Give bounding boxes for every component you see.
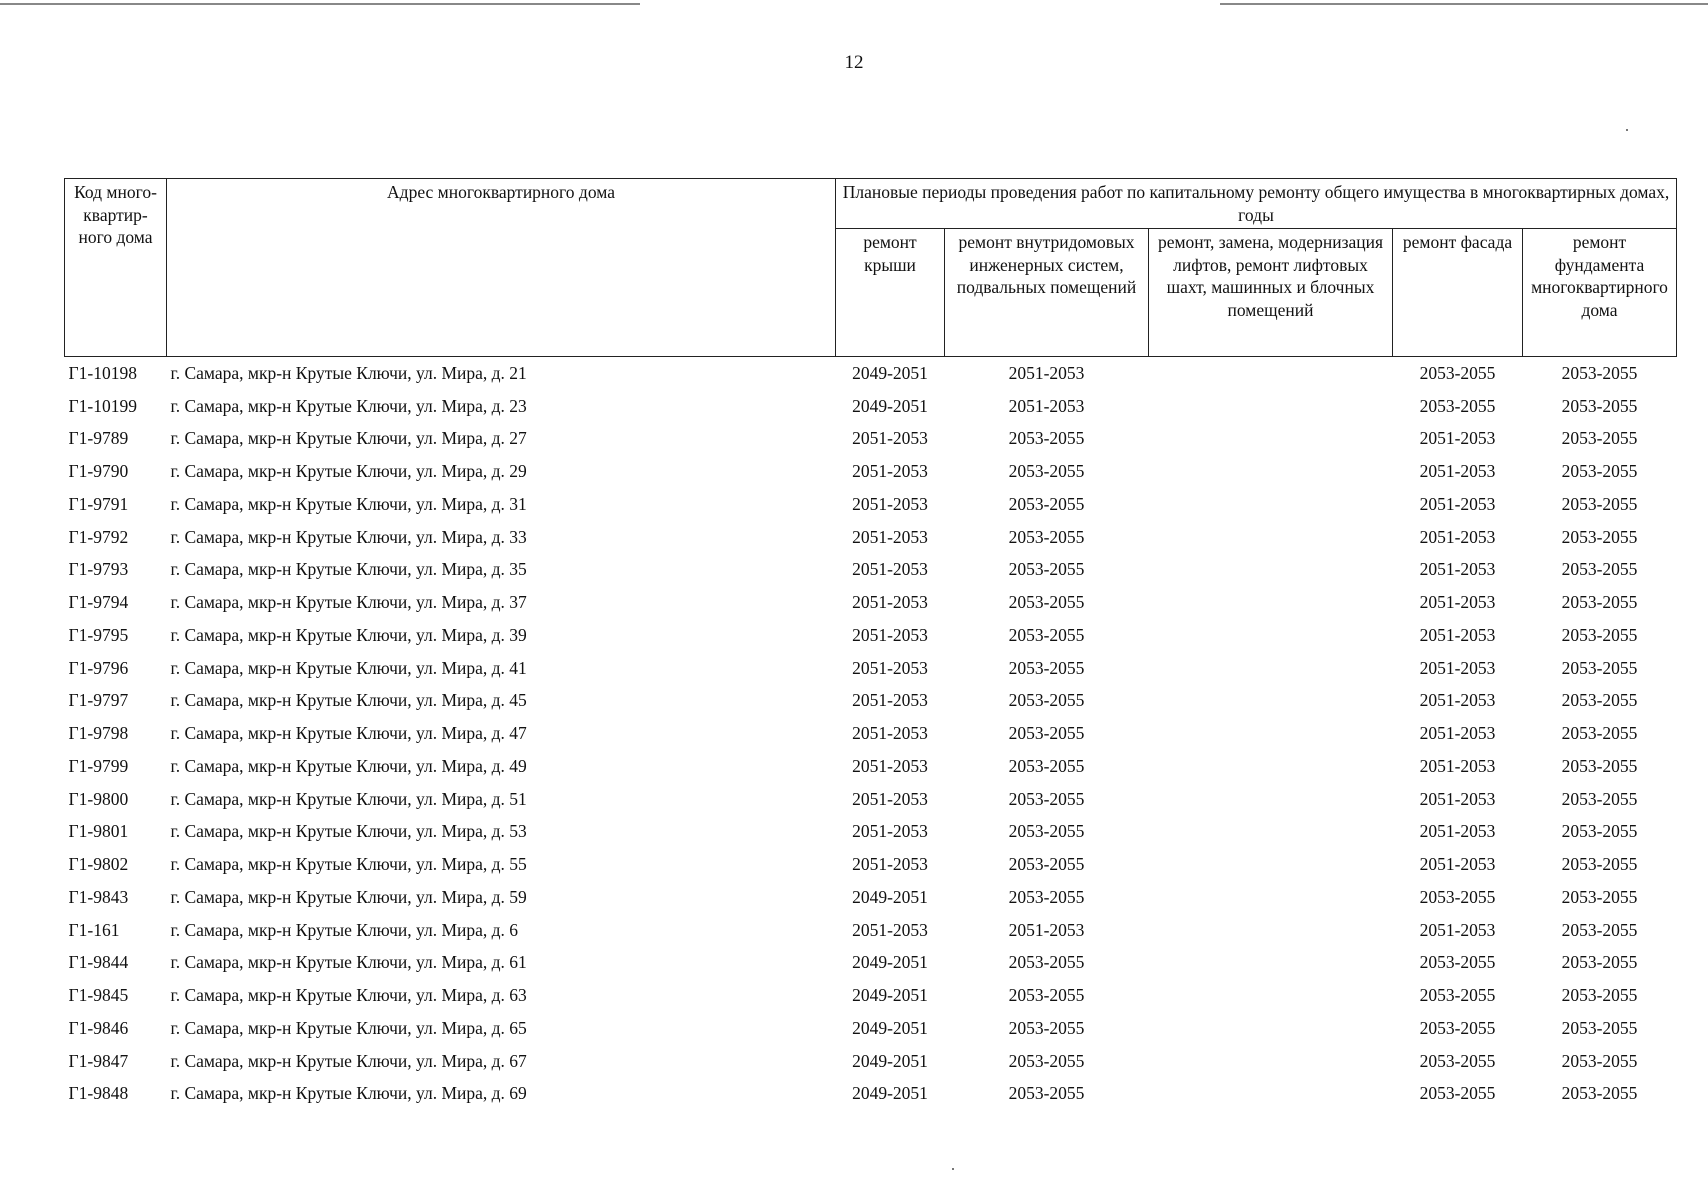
cell-systems-repair: 2051-2053	[1008, 395, 1085, 416]
cell-code: Г1-9801	[68, 821, 129, 842]
header-code: Код много-квартир-ного дома	[65, 179, 167, 357]
cell-address: г. Самара, мкр-н Крутые Ключи, ул. Мира, д. 33	[170, 526, 527, 547]
cell-address: г. Самара, мкр-н Крутые Ключи, ул. Мира, д. 49	[170, 755, 527, 776]
cell-code: Г1-9845	[68, 985, 129, 1006]
cell-code: Г1-9795	[68, 624, 129, 645]
cell-code: Г1-9798	[68, 723, 129, 744]
table-row	[65, 423, 1677, 456]
header-address: Адрес многоквартирного дома	[167, 179, 836, 357]
scan-top-edge-left	[0, 3, 640, 5]
cell-foundation-repair: 2053-2055	[1561, 1083, 1638, 1104]
cell-systems-repair: 2053-2055	[1008, 657, 1085, 678]
cell-code: Г1-9797	[68, 690, 129, 711]
cell-lift-repair	[1149, 816, 1393, 849]
cell-roof-repair: 2051-2053	[852, 788, 928, 809]
cell-systems-repair: 2053-2055	[1008, 461, 1085, 482]
document-table-wrapper	[64, 178, 1676, 1110]
cell-address: г. Самара, мкр-н Крутые Ключи, ул. Мира, д. 67	[170, 1050, 527, 1071]
table-row	[65, 1012, 1677, 1045]
cell-foundation-repair: 2053-2055	[1561, 526, 1638, 547]
cell-foundation-repair: 2053-2055	[1561, 395, 1638, 416]
cell-lift-repair	[1149, 521, 1393, 554]
cell-systems-repair: 2053-2055	[1008, 755, 1085, 776]
cell-address: г. Самара, мкр-н Крутые Ключи, ул. Мира, д. 6	[170, 919, 519, 940]
cell-facade-repair: 2051-2053	[1419, 592, 1496, 613]
scan-speck	[1626, 129, 1628, 131]
cell-foundation-repair: 2053-2055	[1561, 886, 1638, 907]
cell-foundation-repair: 2053-2055	[1561, 428, 1638, 449]
scan-speck	[952, 1168, 954, 1170]
cell-address: г. Самара, мкр-н Крутые Ключи, ул. Мира, д. 39	[170, 624, 527, 645]
cell-systems-repair: 2053-2055	[1008, 559, 1085, 580]
cell-code: Г1-9799	[68, 755, 129, 776]
cell-facade-repair: 2053-2055	[1419, 1083, 1496, 1104]
cell-foundation-repair: 2053-2055	[1561, 1017, 1638, 1038]
cell-roof-repair: 2051-2053	[852, 690, 928, 711]
cell-systems-repair: 2053-2055	[1008, 723, 1085, 744]
cell-lift-repair	[1149, 848, 1393, 881]
cell-roof-repair: 2051-2053	[852, 592, 928, 613]
table-row	[65, 455, 1677, 488]
cell-foundation-repair: 2053-2055	[1561, 788, 1638, 809]
header-facade-repair: ремонт фасада	[1393, 229, 1523, 357]
header-roof-repair: ремонт крыши	[836, 229, 945, 357]
table-row	[65, 685, 1677, 718]
table-row	[65, 521, 1677, 554]
table-row	[65, 750, 1677, 783]
table-row	[65, 1078, 1677, 1111]
cell-facade-repair: 2051-2053	[1419, 854, 1496, 875]
cell-code: Г1-10198	[68, 362, 137, 383]
cell-roof-repair: 2049-2051	[852, 1083, 928, 1104]
cell-systems-repair: 2053-2055	[1008, 1050, 1085, 1071]
cell-lift-repair	[1149, 914, 1393, 947]
cell-code: Г1-9792	[68, 526, 129, 547]
cell-foundation-repair: 2053-2055	[1561, 821, 1638, 842]
table-row	[65, 848, 1677, 881]
cell-address: г. Самара, мкр-н Крутые Ключи, ул. Мира, д. 45	[170, 690, 527, 711]
table-body	[65, 357, 1677, 1111]
cell-lift-repair	[1149, 750, 1393, 783]
cell-roof-repair: 2051-2053	[852, 493, 928, 514]
cell-facade-repair: 2051-2053	[1419, 493, 1496, 514]
table-row	[65, 619, 1677, 652]
cell-systems-repair: 2053-2055	[1008, 690, 1085, 711]
cell-roof-repair: 2049-2051	[852, 395, 928, 416]
cell-foundation-repair: 2053-2055	[1561, 919, 1638, 940]
cell-foundation-repair: 2053-2055	[1561, 1050, 1638, 1071]
cell-facade-repair: 2051-2053	[1419, 723, 1496, 744]
cell-facade-repair: 2053-2055	[1419, 985, 1496, 1006]
cell-foundation-repair: 2053-2055	[1561, 624, 1638, 645]
table-row	[65, 979, 1677, 1012]
cell-address: г. Самара, мкр-н Крутые Ключи, ул. Мира, д. 37	[170, 592, 527, 613]
cell-address: г. Самара, мкр-н Крутые Ключи, ул. Мира, д. 63	[170, 985, 527, 1006]
cell-roof-repair: 2051-2053	[852, 919, 928, 940]
cell-lift-repair	[1149, 357, 1393, 390]
cell-code: Г1-9844	[68, 952, 129, 973]
cell-facade-repair: 2053-2055	[1419, 952, 1496, 973]
header-foundation-repair: ремонт фундамента многоквартирного дома	[1523, 229, 1677, 357]
cell-roof-repair: 2051-2053	[852, 461, 928, 482]
cell-code: Г1-161	[68, 919, 120, 940]
cell-foundation-repair: 2053-2055	[1561, 657, 1638, 678]
cell-lift-repair	[1149, 783, 1393, 816]
cell-systems-repair: 2053-2055	[1008, 624, 1085, 645]
cell-code: Г1-9846	[68, 1017, 129, 1038]
cell-code: Г1-9793	[68, 559, 129, 580]
cell-address: г. Самара, мкр-н Крутые Ключи, ул. Мира, д. 61	[170, 952, 527, 973]
cell-foundation-repair: 2053-2055	[1561, 723, 1638, 744]
table-row	[65, 586, 1677, 619]
cell-code: Г1-10199	[68, 395, 137, 416]
cell-roof-repair: 2051-2053	[852, 624, 928, 645]
cell-facade-repair: 2051-2053	[1419, 657, 1496, 678]
cell-roof-repair: 2051-2053	[852, 723, 928, 744]
cell-roof-repair: 2049-2051	[852, 985, 928, 1006]
cell-facade-repair: 2053-2055	[1419, 1050, 1496, 1071]
cell-roof-repair: 2049-2051	[852, 1050, 928, 1071]
cell-roof-repair: 2051-2053	[852, 854, 928, 875]
cell-facade-repair: 2053-2055	[1419, 395, 1496, 416]
cell-code: Г1-9796	[68, 657, 129, 678]
cell-foundation-repair: 2053-2055	[1561, 592, 1638, 613]
cell-systems-repair: 2053-2055	[1008, 1083, 1085, 1104]
cell-code: Г1-9843	[68, 886, 129, 907]
cell-lift-repair	[1149, 1012, 1393, 1045]
cell-address: г. Самара, мкр-н Крутые Ключи, ул. Мира, д. 31	[170, 493, 527, 514]
cell-code: Г1-9790	[68, 461, 129, 482]
cell-lift-repair	[1149, 717, 1393, 750]
cell-lift-repair	[1149, 554, 1393, 587]
cell-foundation-repair: 2053-2055	[1561, 755, 1638, 776]
cell-systems-repair: 2053-2055	[1008, 788, 1085, 809]
cell-systems-repair: 2053-2055	[1008, 985, 1085, 1006]
cell-foundation-repair: 2053-2055	[1561, 952, 1638, 973]
cell-systems-repair: 2053-2055	[1008, 1017, 1085, 1038]
cell-facade-repair: 2051-2053	[1419, 821, 1496, 842]
cell-address: г. Самара, мкр-н Крутые Ключи, ул. Мира, д. 65	[170, 1017, 527, 1038]
cell-roof-repair: 2051-2053	[852, 526, 928, 547]
cell-code: Г1-9800	[68, 788, 129, 809]
cell-systems-repair: 2051-2053	[1008, 919, 1085, 940]
cell-systems-repair: 2053-2055	[1008, 821, 1085, 842]
cell-roof-repair: 2049-2051	[852, 1017, 928, 1038]
table-row	[65, 390, 1677, 423]
cell-lift-repair	[1149, 455, 1393, 488]
cell-foundation-repair: 2053-2055	[1561, 493, 1638, 514]
cell-foundation-repair: 2053-2055	[1561, 461, 1638, 482]
cell-address: г. Самара, мкр-н Крутые Ключи, ул. Мира, д. 41	[170, 657, 527, 678]
header-lift-repair: ремонт, замена, модернизация лифтов, ремонт лифтовых шахт, машинных и блочных помещений	[1149, 229, 1393, 357]
cell-code: Г1-9847	[68, 1050, 129, 1071]
cell-systems-repair: 2053-2055	[1008, 886, 1085, 907]
cell-code: Г1-9848	[68, 1083, 129, 1104]
table-row	[65, 652, 1677, 685]
cell-code: Г1-9789	[68, 428, 129, 449]
repair-schedule-table	[64, 178, 1677, 1110]
cell-address: г. Самара, мкр-н Крутые Ключи, ул. Мира, д. 29	[170, 461, 527, 482]
cell-address: г. Самара, мкр-н Крутые Ключи, ул. Мира, д. 23	[170, 395, 527, 416]
cell-address: г. Самара, мкр-н Крутые Ключи, ул. Мира, д. 51	[170, 788, 527, 809]
table-row	[65, 554, 1677, 587]
cell-facade-repair: 2051-2053	[1419, 788, 1496, 809]
cell-address: г. Самара, мкр-н Крутые Ключи, ул. Мира, д. 47	[170, 723, 527, 744]
cell-systems-repair: 2053-2055	[1008, 526, 1085, 547]
cell-address: г. Самара, мкр-н Крутые Ключи, ул. Мира, д. 59	[170, 886, 527, 907]
cell-systems-repair: 2053-2055	[1008, 952, 1085, 973]
cell-lift-repair	[1149, 979, 1393, 1012]
cell-lift-repair	[1149, 1045, 1393, 1078]
cell-facade-repair: 2053-2055	[1419, 362, 1496, 383]
cell-code: Г1-9802	[68, 854, 129, 875]
cell-facade-repair: 2051-2053	[1419, 428, 1496, 449]
cell-lift-repair	[1149, 423, 1393, 456]
table-row	[65, 816, 1677, 849]
cell-facade-repair: 2051-2053	[1419, 755, 1496, 776]
cell-lift-repair	[1149, 488, 1393, 521]
cell-systems-repair: 2053-2055	[1008, 493, 1085, 514]
cell-facade-repair: 2051-2053	[1419, 919, 1496, 940]
cell-foundation-repair: 2053-2055	[1561, 559, 1638, 580]
cell-lift-repair	[1149, 947, 1393, 980]
scan-top-edge-right	[1220, 3, 1708, 5]
cell-lift-repair	[1149, 390, 1393, 423]
cell-foundation-repair: 2053-2055	[1561, 362, 1638, 383]
cell-address: г. Самара, мкр-н Крутые Ключи, ул. Мира, д. 27	[170, 428, 527, 449]
cell-address: г. Самара, мкр-н Крутые Ключи, ул. Мира, д. 55	[170, 854, 527, 875]
page-number: 12	[844, 52, 864, 73]
cell-facade-repair: 2051-2053	[1419, 461, 1496, 482]
cell-roof-repair: 2051-2053	[852, 821, 928, 842]
cell-facade-repair: 2051-2053	[1419, 690, 1496, 711]
cell-code: Г1-9791	[68, 493, 129, 514]
cell-roof-repair: 2049-2051	[852, 362, 928, 383]
table-row	[65, 881, 1677, 914]
cell-lift-repair	[1149, 1078, 1393, 1111]
cell-facade-repair: 2051-2053	[1419, 526, 1496, 547]
cell-systems-repair: 2051-2053	[1008, 362, 1085, 383]
table-row	[65, 947, 1677, 980]
table-row	[65, 717, 1677, 750]
cell-facade-repair: 2051-2053	[1419, 624, 1496, 645]
cell-lift-repair	[1149, 652, 1393, 685]
cell-systems-repair: 2053-2055	[1008, 428, 1085, 449]
header-systems-repair: ремонт внутридомовых инженерных систем, подвальных помещений	[945, 229, 1149, 357]
table-row	[65, 1045, 1677, 1078]
cell-facade-repair: 2051-2053	[1419, 559, 1496, 580]
cell-address: г. Самара, мкр-н Крутые Ключи, ул. Мира, д. 21	[170, 362, 527, 383]
header-planned-periods: Плановые периоды проведения работ по капитальному ремонту общего имущества в многоквартирных домах, годы	[836, 179, 1677, 229]
table-row	[65, 488, 1677, 521]
cell-lift-repair	[1149, 881, 1393, 914]
cell-foundation-repair: 2053-2055	[1561, 854, 1638, 875]
cell-foundation-repair: 2053-2055	[1561, 690, 1638, 711]
cell-roof-repair: 2051-2053	[852, 559, 928, 580]
table-row	[65, 783, 1677, 816]
cell-code: Г1-9794	[68, 592, 129, 613]
cell-foundation-repair: 2053-2055	[1561, 985, 1638, 1006]
cell-roof-repair: 2051-2053	[852, 755, 928, 776]
cell-facade-repair: 2053-2055	[1419, 1017, 1496, 1038]
cell-lift-repair	[1149, 685, 1393, 718]
cell-roof-repair: 2051-2053	[852, 428, 928, 449]
cell-lift-repair	[1149, 619, 1393, 652]
table-row	[65, 914, 1677, 947]
cell-systems-repair: 2053-2055	[1008, 854, 1085, 875]
table-row	[65, 357, 1677, 390]
cell-roof-repair: 2049-2051	[852, 886, 928, 907]
cell-address: г. Самара, мкр-н Крутые Ключи, ул. Мира, д. 53	[170, 821, 527, 842]
cell-lift-repair	[1149, 586, 1393, 619]
cell-systems-repair: 2053-2055	[1008, 592, 1085, 613]
cell-roof-repair: 2051-2053	[852, 657, 928, 678]
cell-roof-repair: 2049-2051	[852, 952, 928, 973]
cell-facade-repair: 2053-2055	[1419, 886, 1496, 907]
cell-address: г. Самара, мкр-н Крутые Ключи, ул. Мира, д. 35	[170, 559, 527, 580]
cell-address: г. Самара, мкр-н Крутые Ключи, ул. Мира, д. 69	[170, 1083, 527, 1104]
